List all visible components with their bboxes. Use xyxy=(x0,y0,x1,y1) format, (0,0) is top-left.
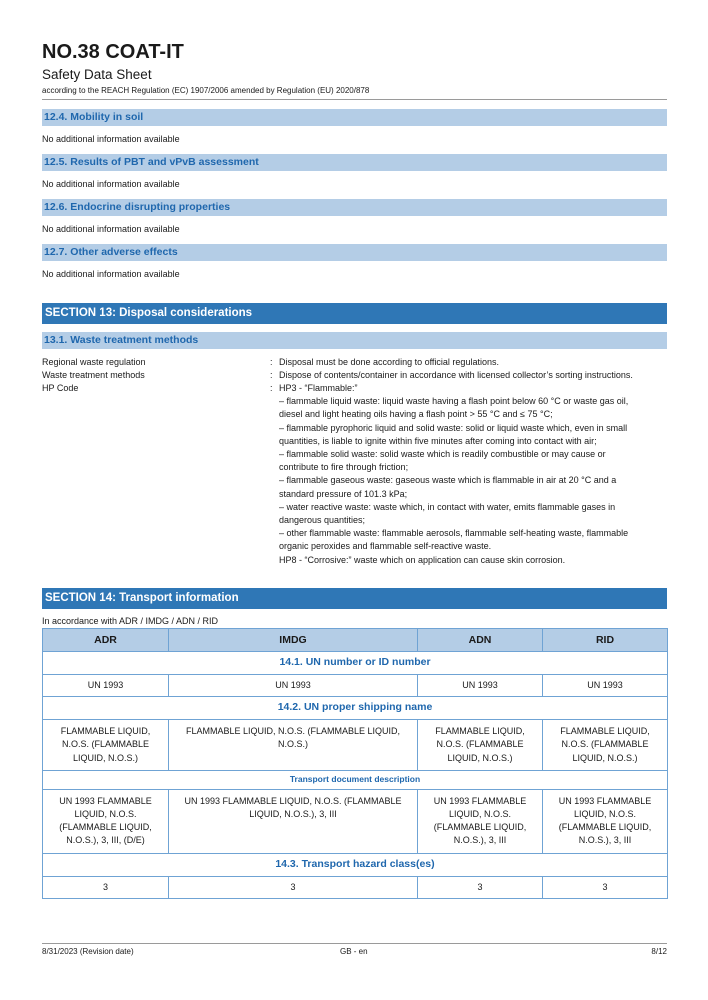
table-cell: 3 xyxy=(43,876,169,898)
column-header-rid: RID xyxy=(543,629,668,652)
hp-line: – other flammable waste: flammable aerosols, flammable self-heating waste, flammable xyxy=(279,528,629,539)
kv-colon: : xyxy=(270,357,273,367)
document-subtitle: Safety Data Sheet xyxy=(42,67,152,82)
table-cell: FLAMMABLE LIQUID, N.O.S. (FLAMMABLE LIQUID, N.O.S.) xyxy=(543,720,668,771)
header-divider xyxy=(42,99,667,100)
section-13-header: SECTION 13: Disposal considerations xyxy=(42,303,667,324)
table-row xyxy=(43,789,668,853)
column-header-imdg: IMDG xyxy=(169,629,418,652)
kv-label-treatment: Waste treatment methods xyxy=(42,370,145,380)
table-row xyxy=(43,697,668,720)
mobility-heading: 12.4. Mobility in soil xyxy=(42,109,667,126)
transport-document-heading: Transport document description xyxy=(43,770,668,789)
document-title: NO.38 COAT-IT xyxy=(42,41,184,63)
hp-line: HP3 - “Flammable:” xyxy=(279,383,358,393)
table-cell: UN 1993 FLAMMABLE LIQUID, N.O.S. (FLAMMABLE LIQUID, N.O.S.), 3, III xyxy=(418,789,543,853)
hp-line: dangerous quantities; xyxy=(279,515,366,526)
section-14-header: SECTION 14: Transport information xyxy=(42,588,667,609)
footer-divider xyxy=(42,943,667,944)
waste-treatment-heading: 13.1. Waste treatment methods xyxy=(42,332,667,349)
hp-line: diesel and light heating oils having a flash point > 55 °C and ≤ 75 °C; xyxy=(279,409,553,420)
table-cell: UN 1993 FLAMMABLE LIQUID, N.O.S. (FLAMMABLE LIQUID, N.O.S.), 3, III, (D/E) xyxy=(43,789,169,853)
footer-language: GB - en xyxy=(340,947,368,956)
table-row xyxy=(43,675,668,697)
other-effects-heading: 12.7. Other adverse effects xyxy=(42,244,667,261)
transport-table xyxy=(42,628,668,899)
table-cell: UN 1993 xyxy=(169,675,418,697)
table-cell: 3 xyxy=(543,876,668,898)
table-row xyxy=(43,876,668,898)
hazard-class-heading: 14.3. Transport hazard class(es) xyxy=(43,853,668,876)
mobility-text: No additional information available xyxy=(42,134,180,144)
table-cell: FLAMMABLE LIQUID, N.O.S. (FLAMMABLE LIQUID, N.O.S.) xyxy=(169,720,418,771)
kv-colon: : xyxy=(270,383,273,393)
table-cell: UN 1993 FLAMMABLE LIQUID, N.O.S. (FLAMMABLE LIQUID, N.O.S.), 3, III xyxy=(543,789,668,853)
hp-line: – flammable liquid waste: liquid waste having a flash point below 60 °C or waste gas oil, xyxy=(279,396,629,407)
hp-line: contribute to fire through friction; xyxy=(279,462,409,473)
table-cell: 3 xyxy=(169,876,418,898)
table-row xyxy=(43,770,668,789)
hp-line: – flammable solid waste: solid waste which is readily combustible or may cause or xyxy=(279,449,606,460)
table-row xyxy=(43,853,668,876)
hp-line: standard pressure of 101.3 kPa; xyxy=(279,488,408,499)
pbt-text: No additional information available xyxy=(42,179,180,189)
endocrine-text: No additional information available xyxy=(42,224,180,234)
kv-label-hp-code: HP Code xyxy=(42,383,79,393)
table-cell: UN 1993 xyxy=(543,675,668,697)
kv-value-regional: Disposal must be done according to official regulations. xyxy=(279,357,499,367)
transport-intro: In accordance with ADR / IMDG / ADN / RID xyxy=(42,616,219,626)
footer-page-number: 8/12 xyxy=(651,947,667,956)
hp-line: – flammable gaseous waste: gaseous waste which is flammable in air at 20 °C and a xyxy=(279,475,617,486)
other-effects-text: No additional information available xyxy=(42,269,180,279)
hp-line: – water reactive waste: waste which, in contact with water, emits flammable gases in xyxy=(279,501,616,512)
un-number-heading: 14.1. UN number or ID number xyxy=(43,652,668,675)
kv-colon: : xyxy=(270,370,273,380)
table-cell: UN 1993 xyxy=(418,675,543,697)
table-cell: FLAMMABLE LIQUID, N.O.S. (FLAMMABLE LIQUID, N.O.S.) xyxy=(43,720,169,771)
table-cell: UN 1993 FLAMMABLE LIQUID, N.O.S. (FLAMMABLE LIQUID, N.O.S.), 3, III xyxy=(169,789,418,853)
pbt-heading: 12.5. Results of PBT and vPvB assessment xyxy=(42,154,667,171)
hp-line: organic peroxides and flammable self-reactive waste. xyxy=(279,541,492,552)
column-header-adr: ADR xyxy=(43,629,169,652)
hp-line: quantities, is liable to ignite within five minutes after coming into contact with air; xyxy=(279,435,597,446)
endocrine-heading: 12.6. Endocrine disrupting properties xyxy=(42,199,667,216)
footer-revision-date: 8/31/2023 (Revision date) xyxy=(42,947,134,956)
kv-value-treatment: Dispose of contents/container in accordance with licensed collector’s sorting instructions. xyxy=(279,370,633,380)
hp-line: HP8 - “Corrosive:” waste which on application can cause skin corrosion. xyxy=(279,554,566,565)
table-row xyxy=(43,652,668,675)
shipping-name-heading: 14.2. UN proper shipping name xyxy=(43,697,668,720)
column-header-adn: ADN xyxy=(418,629,543,652)
table-row xyxy=(43,720,668,771)
table-cell: FLAMMABLE LIQUID, N.O.S. (FLAMMABLE LIQUID, N.O.S.) xyxy=(418,720,543,771)
table-cell: 3 xyxy=(418,876,543,898)
kv-label-regional: Regional waste regulation xyxy=(42,357,146,367)
regulation-note: according to the REACH Regulation (EC) 1907/2006 amended by Regulation (EU) 2020/878 xyxy=(42,86,370,95)
hp-line: – flammable pyrophoric liquid and solid waste: solid or liquid waste which, even in small xyxy=(279,422,628,433)
hp-code-value xyxy=(279,382,669,567)
table-header-row xyxy=(43,629,668,652)
table-cell: UN 1993 xyxy=(43,675,169,697)
